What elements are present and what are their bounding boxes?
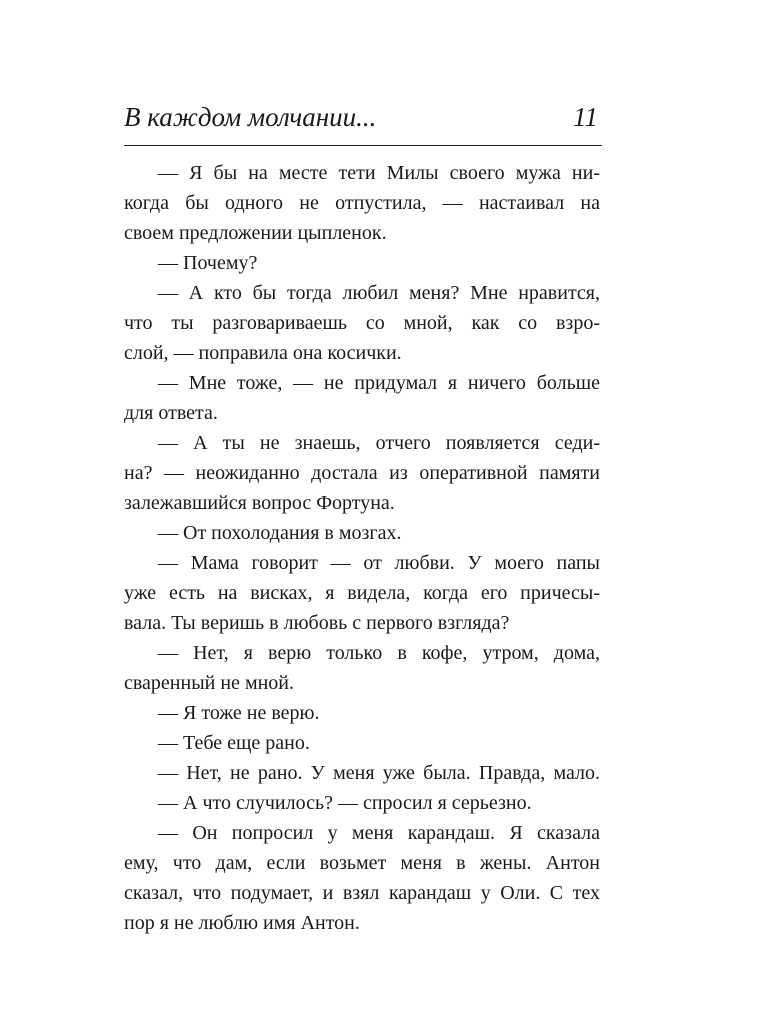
running-head (124, 97, 602, 137)
header-rule (124, 145, 602, 146)
text-line: своем предложении цыпленок. (124, 222, 387, 244)
text-line: — Тебе еще рано. (158, 732, 310, 754)
page-number: 11 (573, 102, 598, 132)
text-line: пор я не люблю имя Антон. (124, 912, 360, 934)
text-line: вала. Ты веришь в любовь с первого взгляда? (124, 612, 510, 634)
text-line: — Я бы на месте тети Милы своего мужа ни- (158, 162, 600, 184)
text-line: — Мне тоже, — не придумал я ничего больше (158, 372, 600, 394)
text-line: залежавшийся вопрос Фортуна. (124, 492, 395, 514)
text-line: что ты разговариваешь со мной, как со взро- (124, 312, 600, 334)
text-line: — Нет, не рано. У меня уже была. Правда, мало. (158, 762, 600, 784)
text-line: — Он попросил у меня карандаш. Я сказала (158, 822, 600, 844)
text-line: ему, что дам, если возьмет меня в жены. Антон (124, 852, 600, 874)
text-line: — Нет, я верю только в кофе, утром, дома, (158, 642, 600, 664)
text-line: для ответа. (124, 402, 218, 424)
text-line: сваренный не мной. (124, 672, 294, 694)
text-line: уже есть на висках, я видела, когда его причесы- (124, 582, 600, 604)
text-line: когда бы одного не отпустила, — настаивал на (124, 192, 600, 214)
text-line: — А что случилось? — спросил я серьезно. (158, 792, 532, 814)
text-line: слой, — поправила она косички. (124, 342, 402, 364)
text-line: — Мама говорит — от любви. У моего папы (158, 552, 600, 574)
body-text (124, 158, 600, 938)
text-line: сказал, что подумает, и взял карандаш у Оли. С тех (124, 882, 600, 904)
text-line: — А ты не знаешь, отчего появляется седи- (158, 432, 600, 454)
text-line: — От похолодания в мозгах. (158, 522, 402, 544)
text-line: — Почему? (158, 252, 258, 274)
text-line: — Я тоже не верю. (158, 702, 320, 724)
running-head-title: В каждом молчании... (124, 102, 377, 132)
text-line: на? — неожиданно достала из оперативной памяти (124, 462, 600, 484)
text-line: — А кто бы тогда любил меня? Мне нравится, (158, 282, 600, 304)
